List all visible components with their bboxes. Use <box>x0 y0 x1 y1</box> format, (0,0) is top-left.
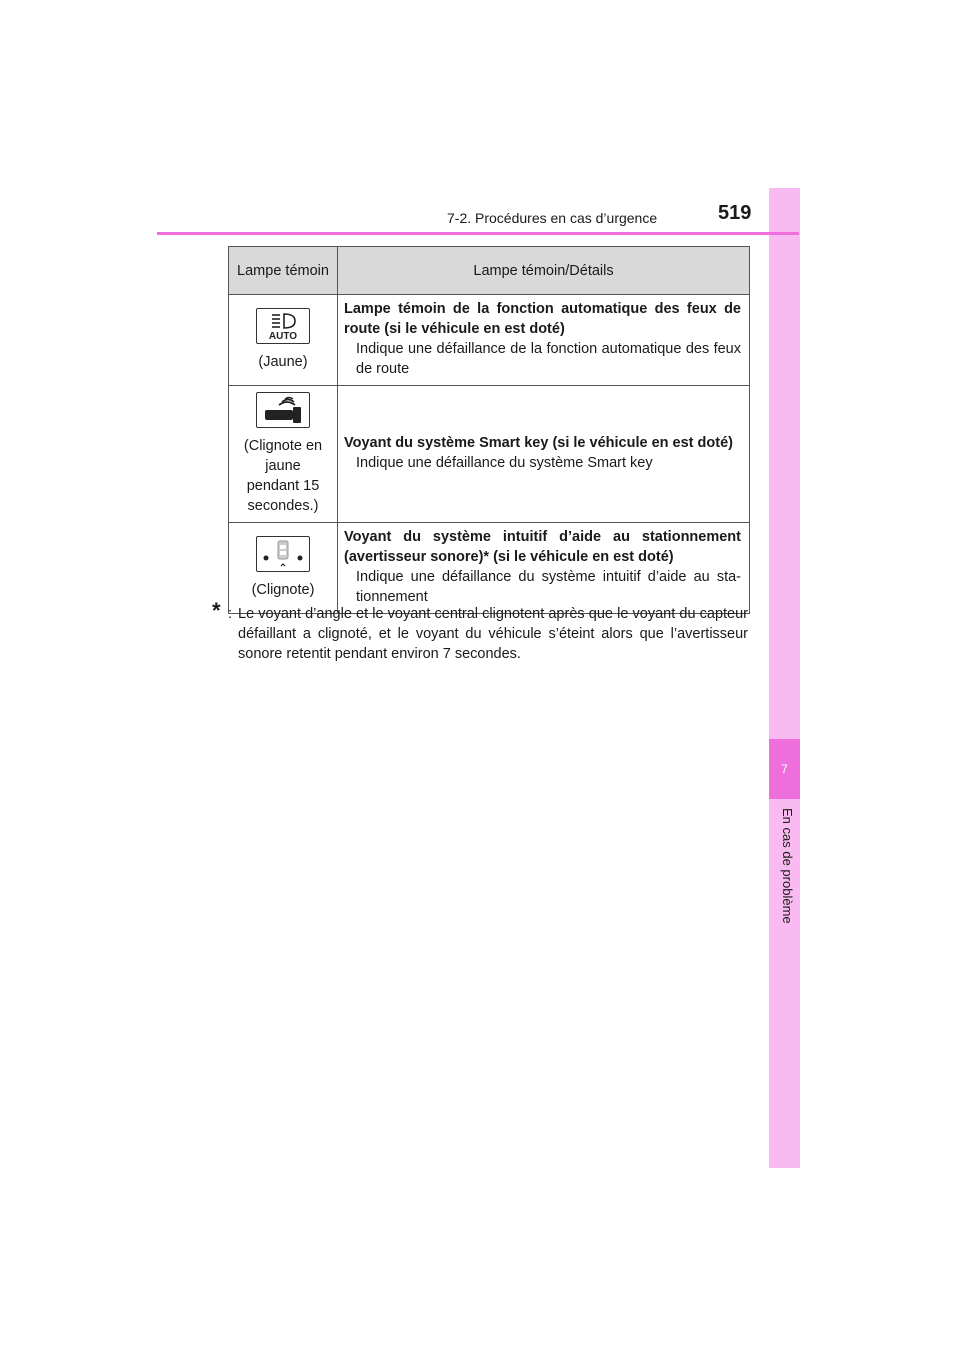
footnote-marker: * <box>212 598 221 623</box>
section-title: 7-2. Procédures en cas d’urgence <box>447 210 658 226</box>
lamp-description: Indique une défaillance du système Smart key <box>356 455 653 471</box>
detail-cell <box>338 523 750 614</box>
auto-icon-text: AUTO <box>268 331 298 342</box>
chapter-number: 7 <box>769 739 800 799</box>
lamp-cell <box>229 295 338 386</box>
lamp-caption: (Clignote) <box>251 582 315 598</box>
lamp-description: Indique une défaillance de la fonction automatique des feux de route <box>356 341 741 377</box>
lamp-caption: (Clignote en jaune pendant 15 secondes.) <box>243 438 323 514</box>
lamp-description: Indique une défaillance du système intuitif d’aide au sta-tionnement <box>356 569 741 605</box>
footnote-separator: : <box>228 606 233 622</box>
chapter-side-tab <box>769 188 800 1168</box>
header-divider <box>157 232 799 235</box>
page-number: 519 <box>718 202 752 224</box>
lamp-title: Voyant du système Smart key (si le véhicule en est doté) <box>344 435 733 451</box>
chapter-title: En cas de problème <box>780 808 795 924</box>
lamp-caption: (Jaune) <box>258 354 308 370</box>
table-row <box>229 386 750 523</box>
column-header-details: Lampe témoin/Détails <box>338 247 750 295</box>
footnote <box>212 598 748 664</box>
detail-cell <box>338 386 750 523</box>
auto-high-beam-icon <box>256 308 310 344</box>
table-row <box>229 295 750 386</box>
warning-lamp-table <box>228 246 750 614</box>
lamp-title: Lampe témoin de la fonction automatique des feux de route (si le véhicule en est doté) <box>344 301 741 337</box>
smart-key-icon <box>256 392 310 428</box>
lamp-cell <box>229 386 338 523</box>
footnote-text: Le voyant d’angle et le voyant central clignotent après que le voyant du capteur défaillant a clignoté, et le voyant du véhicule s’éteint alors que l’avertisseur sonore retentit pendant environ 7 secondes. <box>238 606 748 662</box>
lamp-title: Voyant du système intuitif d’aide au stationnement (avertisseur sonore)* (si le véhicule en est doté) <box>344 529 741 565</box>
parking-assist-icon <box>256 536 310 572</box>
lamp-cell <box>229 523 338 614</box>
detail-cell <box>338 295 750 386</box>
table-row <box>229 523 750 614</box>
table-header-row <box>229 247 750 295</box>
column-header-lamp: Lampe témoin <box>229 247 338 295</box>
